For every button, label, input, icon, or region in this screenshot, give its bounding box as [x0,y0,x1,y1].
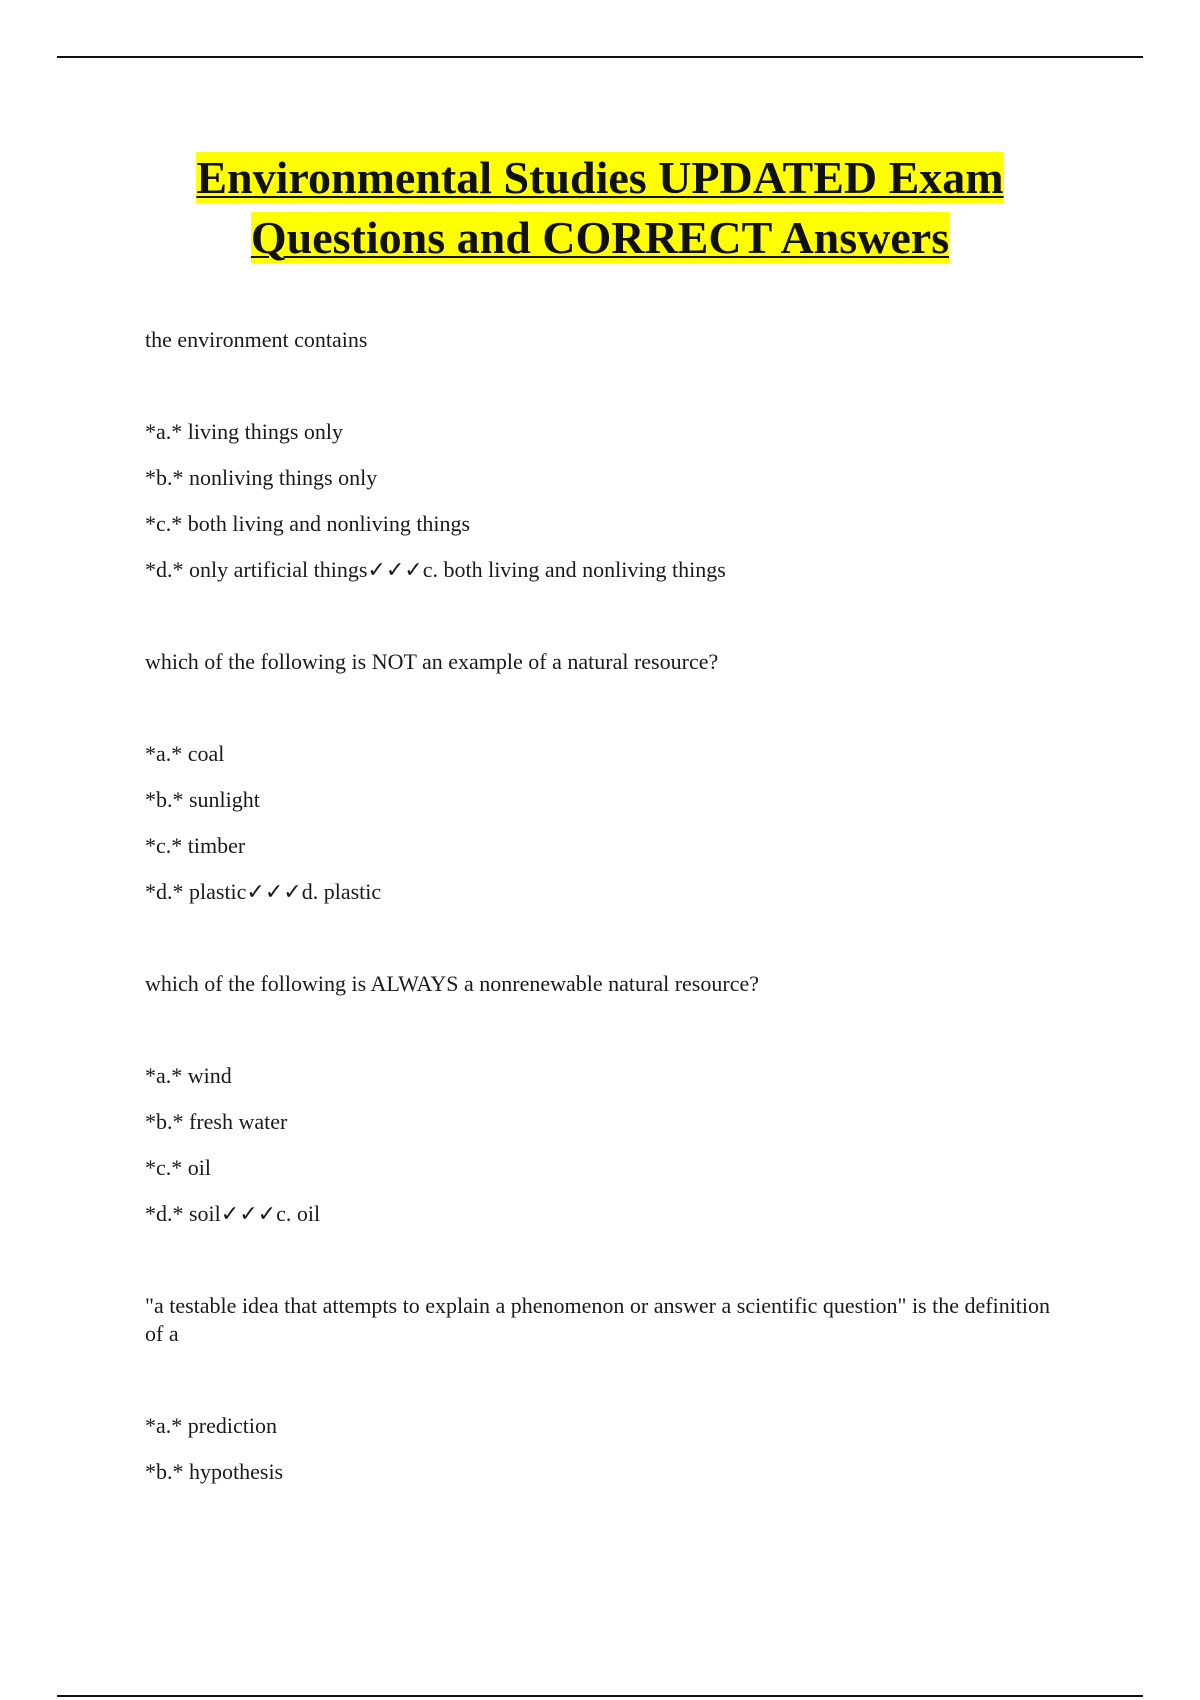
option-b: *b.* hypothesis [145,1459,284,1484]
option-a: *a.* wind [145,1063,232,1088]
question-block [145,1292,1065,1486]
option-list [145,1062,1065,1228]
question-list [145,326,1065,1486]
option-d-with-answer: *d.* plastic✓✓✓d. plastic [145,879,382,904]
footer-rule [57,1695,1143,1697]
title-line-1: Environmental Studies UPDATED Exam [196,152,1004,203]
option-c: *c.* both living and nonliving things [145,511,471,536]
header-rule [57,56,1143,58]
option-d-with-answer: *d.* only artificial things✓✓✓c. both living and nonliving things [145,557,726,582]
option-c: *c.* oil [145,1155,211,1180]
option-a: *a.* living things only [145,419,343,444]
question-prompt: the environment contains [145,327,368,352]
option-list [145,418,1065,584]
question-block [145,648,1065,906]
question-prompt: which of the following is ALWAYS a nonrenewable natural resource? [145,971,759,996]
option-b: *b.* sunlight [145,787,260,812]
option-d-with-answer: *d.* soil✓✓✓c. oil [145,1201,321,1226]
question-block [145,970,1065,1228]
document-title [0,148,1200,268]
option-b: *b.* fresh water [145,1109,288,1134]
question-prompt: which of the following is NOT an example of a natural resource? [145,649,719,674]
option-list [145,1412,1065,1486]
option-a: *a.* coal [145,741,225,766]
question-block [145,326,1065,584]
option-b: *b.* nonliving things only [145,465,378,490]
option-a: *a.* prediction [145,1413,277,1438]
option-c: *c.* timber [145,833,246,858]
option-list [145,740,1065,906]
question-prompt: "a testable idea that attempts to explain a phenomenon or answer a scientific question" is the definition of a [145,1293,1051,1346]
title-line-2: Questions and CORRECT Answers [250,212,950,263]
